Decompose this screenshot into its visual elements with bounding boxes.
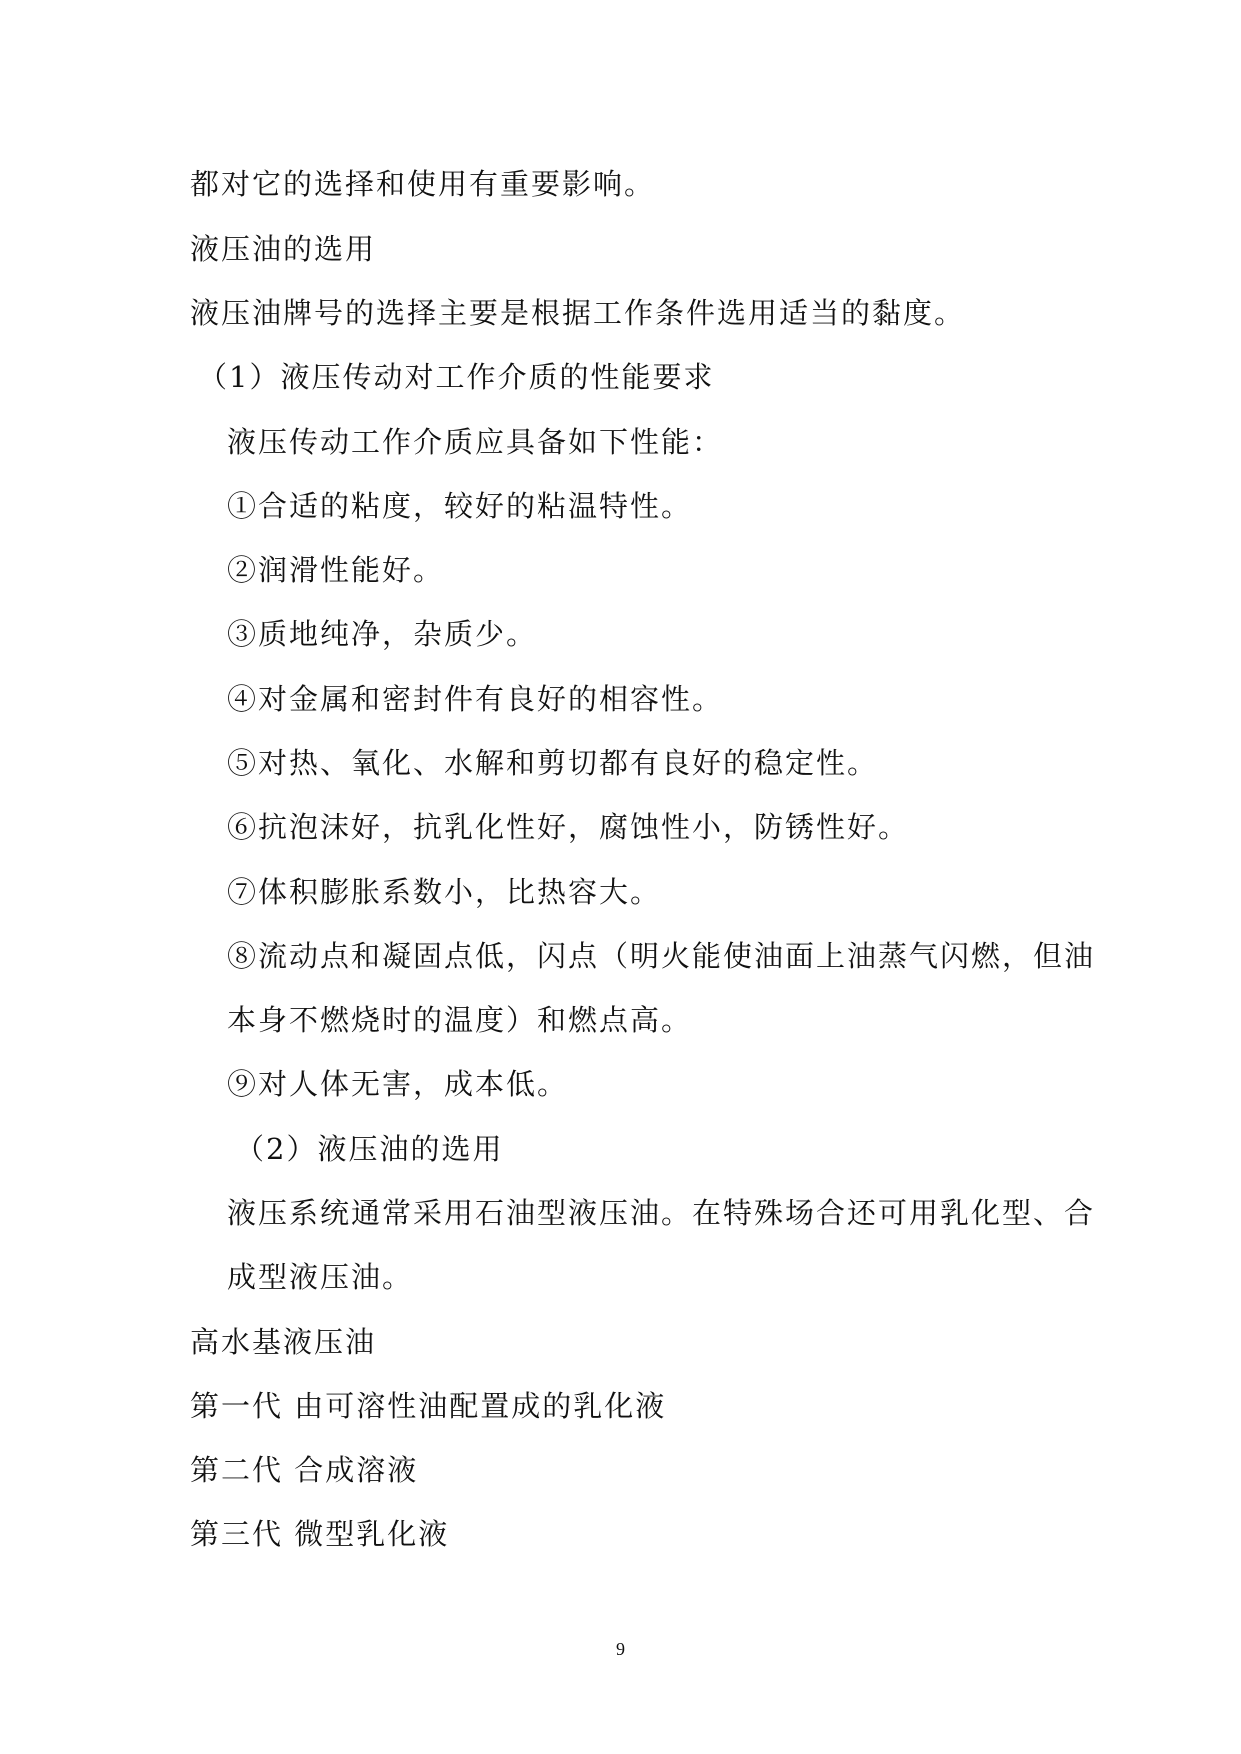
- section-heading: 液压油的选用: [190, 232, 377, 266]
- list-item: ⑤对热、氧化、水解和剪切都有良好的稳定性。: [227, 746, 879, 780]
- list-item: ③质地纯净，杂质少。: [227, 617, 538, 651]
- list-item: ④对金属和密封件有良好的相容性。: [227, 682, 724, 716]
- list-item: ①合适的粘度，较好的粘温特性。: [227, 489, 693, 523]
- subsection-heading: （2）液压油的选用: [235, 1132, 504, 1166]
- subsection-heading: （1）液压传动对工作介质的性能要求: [198, 360, 715, 394]
- page-number: 9: [616, 1639, 625, 1659]
- list-item-continuation: 本身不燃烧时的温度）和燃点高。: [227, 1003, 693, 1037]
- list-item: ⑥抗泡沫好，抗乳化性好，腐蚀性小，防锈性好。: [227, 810, 910, 844]
- text-line: 第三代 微型乳化液: [190, 1517, 450, 1551]
- text-line: 第一代 由可溶性油配置成的乳化液: [190, 1389, 667, 1423]
- list-item: ⑨对人体无害，成本低。: [227, 1067, 569, 1101]
- text-line: 都对它的选择和使用有重要影响。: [190, 167, 656, 201]
- text-line: 液压传动工作介质应具备如下性能：: [227, 425, 724, 459]
- text-line-continuation: 成型液压油。: [227, 1260, 414, 1294]
- list-item: ②润滑性能好。: [227, 553, 445, 587]
- text-line: 第二代 合成溶液: [190, 1453, 419, 1487]
- list-item: ⑧流动点和凝固点低，闪点（明火能使油面上油蒸气闪燃，但油: [227, 939, 1096, 973]
- text-line: 液压系统通常采用石油型液压油。在特殊场合还可用乳化型、合: [227, 1196, 1096, 1230]
- text-line: 液压油牌号的选择主要是根据工作条件选用适当的黏度。: [190, 296, 966, 330]
- list-item: ⑦体积膨胀系数小，比热容大。: [227, 875, 662, 909]
- section-heading: 高水基液压油: [190, 1325, 377, 1359]
